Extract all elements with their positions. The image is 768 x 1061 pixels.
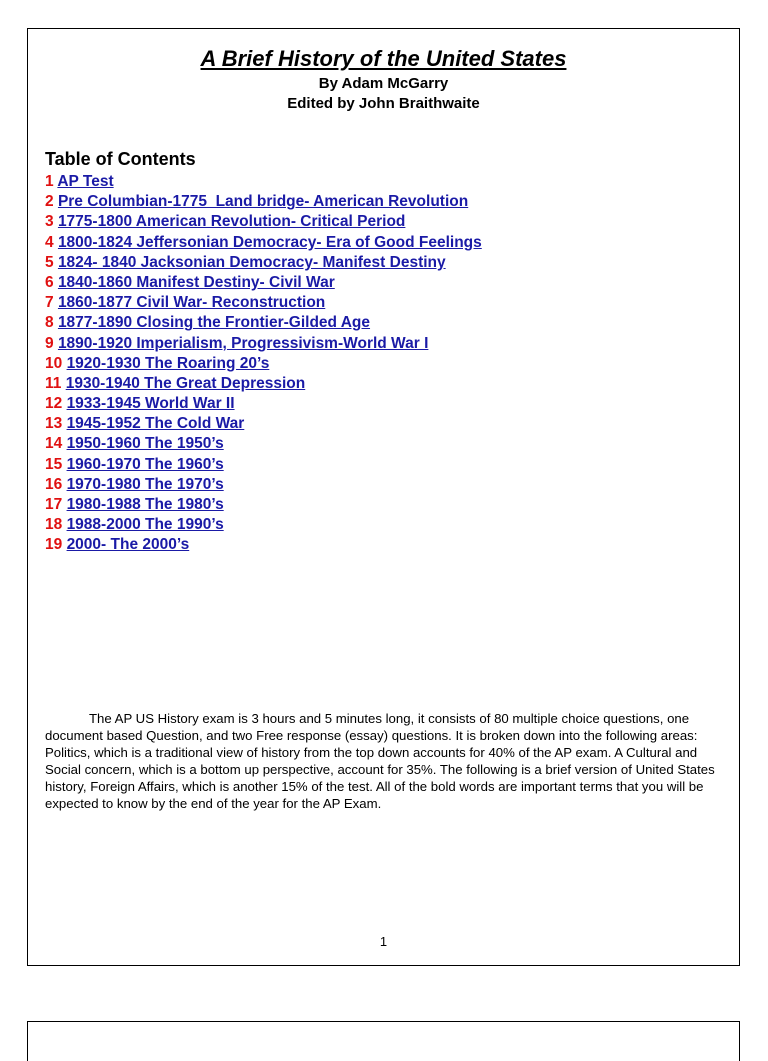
toc-link-1930-1940[interactable]: 1930-1940 The Great Depression	[65, 374, 306, 392]
toc-item-number: 1	[45, 173, 54, 190]
table-of-contents	[45, 172, 482, 556]
toc-item	[45, 172, 482, 192]
toc-item-number: 2	[45, 193, 54, 211]
toc-link-1800-1824[interactable]: 1800-1824 Jeffersonian Democracy- Era of Good Feelings	[57, 233, 482, 251]
toc-link-1877-1890[interactable]: 1877-1890 Closing the Frontier-Gilded Age	[57, 314, 371, 332]
toc-item-number: 9	[45, 334, 54, 352]
toc-item-number: 16	[45, 475, 63, 493]
document-page	[27, 28, 740, 966]
toc-item-number: 3	[45, 213, 54, 231]
toc-link-1840-1860[interactable]: 1840-1860 Manifest Destiny- Civil War	[57, 273, 335, 291]
toc-item	[45, 354, 482, 374]
toc-item	[45, 414, 482, 434]
toc-item	[45, 313, 482, 333]
toc-item	[45, 434, 482, 454]
toc-item-number: 7	[45, 294, 54, 312]
toc-link-1775-1800[interactable]: 1775-1800 American Revolution- Critical Period	[57, 213, 406, 231]
toc-item	[45, 495, 482, 515]
toc-link-1824-1840[interactable]: 1824- 1840 Jacksonian Democracy- Manifest Destiny	[57, 253, 446, 271]
toc-link-1945-1952[interactable]: 1945-1952 The Cold War	[66, 415, 245, 433]
toc-item-number: 18	[45, 516, 63, 534]
toc-item	[45, 334, 482, 354]
toc-item	[45, 233, 482, 253]
toc-item-number: 6	[45, 273, 54, 291]
toc-item	[45, 253, 482, 273]
toc-link-1988-2000[interactable]: 1988-2000 The 1990’s	[66, 516, 224, 534]
toc-item-number: 5	[45, 253, 54, 271]
toc-item-number: 8	[45, 314, 54, 332]
toc-item-number: 4	[45, 233, 54, 251]
toc-item	[45, 374, 482, 394]
toc-item	[45, 515, 482, 535]
toc-item	[45, 394, 482, 414]
toc-link-1933-1945[interactable]: 1933-1945 World War II	[66, 395, 235, 413]
toc-item-number: 11	[45, 374, 62, 392]
toc-item	[45, 192, 482, 212]
author-line: By Adam McGarry	[318, 75, 449, 92]
toc-item-number: 17	[45, 496, 63, 513]
toc-link-ap-test[interactable]: AP Test	[57, 173, 114, 190]
toc-link-1920-1930[interactable]: 1920-1930 The Roaring 20’s	[66, 354, 270, 372]
toc-link-1980-1988[interactable]: 1980-1988 The 1980’s	[66, 496, 224, 513]
toc-link-1950-1960[interactable]: 1950-1960 The 1950’s	[66, 435, 224, 453]
toc-link-1970-1980[interactable]: 1970-1980 The 1970’s	[66, 475, 224, 493]
toc-item	[45, 475, 482, 495]
document-title: A Brief History of the United States	[200, 46, 567, 71]
toc-item	[45, 273, 482, 293]
toc-item	[45, 293, 482, 313]
toc-item-number: 15	[45, 455, 63, 473]
page-number: 1	[379, 934, 388, 949]
toc-item	[45, 535, 482, 555]
toc-item-number: 14	[45, 435, 63, 453]
editor-line: Edited by John Braithwaite	[287, 95, 480, 112]
toc-link-1860-1877[interactable]: 1860-1877 Civil War- Reconstruction	[57, 294, 326, 312]
intro-paragraph: The AP US History exam is 3 hours and 5 minutes long, it consists of 80 multiple choice questions, one document based Question, and two Free response (essay) questions. It is broken down into the following areas: Politics, which is a traditional view of history from the top down accounts for 40% of the AP exam. A Cultural and Social concern, which is a bottom up perspective, account for 35%. The following is a brief version of United States history, Foreign Affairs, which is another 15% of the test. All of the bold words are important terms that you will be expected to know by the end of the year for the AP Exam.	[45, 711, 715, 811]
toc-item	[45, 212, 482, 232]
toc-item-number: 10	[45, 354, 63, 372]
next-page-edge	[27, 1021, 740, 1061]
toc-link-1960-1970[interactable]: 1960-1970 The 1960’s	[66, 455, 224, 473]
toc-item-number: 12	[45, 395, 63, 413]
toc-link-2000[interactable]: 2000- The 2000’s	[66, 536, 190, 554]
toc-item-number: 19	[45, 536, 63, 554]
toc-heading: Table of Contents	[45, 149, 196, 169]
toc-link-1890-1920[interactable]: 1890-1920 Imperialism, Progressivism-World War I	[57, 334, 429, 352]
toc-item-number: 13	[45, 415, 63, 433]
toc-link-pre-columbian[interactable]: Pre Columbian-1775 Land bridge- American Revolution	[57, 193, 469, 211]
toc-item	[45, 455, 482, 475]
